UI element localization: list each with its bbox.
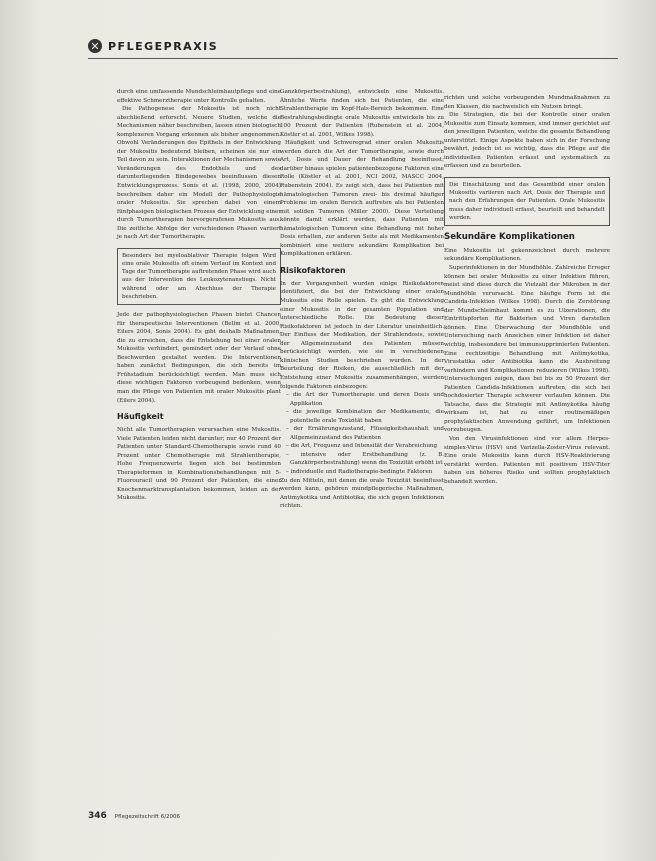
- paragraph: Jede der pathophysiologischen Phasen bietet Chancen für therapeutische Interventionen (Bellm et al. 2000, Eilers 2004, Sonis 2004). Es gibt deshalb Maßnahmen, die zu erreichen, dass die Entstehung bei einer oralen Mukositis verhindert, gemindert oder der Verlauf ohne Beschwerden gestaltet werden. Die Interventionen haben zunächst Bedingungen, die sich bereits im Frühstadium berücksichtigt werden. Man muss sich diese wichtigen Faktoren vorbeugend bedenken, wenn man die Pflege von Patienten mit oraler Mukositis plant (Eilers 2004).: [117, 312, 281, 404]
- paragraph: Superinfektionen in der Mundhöhle. Zahlreiche Erreger können bei oraler Mukositis zu einer Infektion führen, meist sind diese durch die Vielzahl der Mikroben in der Mundhöhle verursacht. Eine häufige Form ist die Candida-Infektion (Wilkes 1998). Durch die Zerstörung der Mundschleimhaut kommt es zu Ulzerationen, die Eintrittspforten für Bakterien und Viren darstellen können. Eine Überwachung der Mundhöhle und Untersuchung nach Anzeichen einer Infektion ist daher wichtig, insbesondere bei immunsupprimierten Patienten. Eine rechtzeitige Behandlung mit Antimykotika, Virustatika oder Antibiotika kann die Ausbreitung verhindern und Komplikationen reduzieren (Wilkes 1998). Untersuchungen zeigen, dass bei bis zu 50 Prozent der Patienten Candida-Infektionen auftreten, die sich bei hochdosierter Therapie schwerer verlaufen können. Die Tatsache, dass die Strategie mit Antimykotika häufig wirksam ist, hat zu einer routinemäßigen prophylaktischen Anwendung geführt, um Infektionen vorzubeugen.: [444, 265, 610, 434]
- list-item: – die jeweilige Kombination der Medikamente, die potentielle orale Toxizität haben: [286, 409, 445, 424]
- paragraph: Die Pathogenese der Mukositis ist noch nicht abschließend erforscht. Neuere Studien, welche die Mechanismen näher beschreiben, lassen einen biologisch komplexeren Vorgang erkennen als bisher angenommen. Obwohl Veränderungen des Epithels in der Entwicklung der Mukositis bedeutend bleiben, scheinen sie nur ein Teil davon zu sein. Interaktionen der Mechanismen sowie Veränderungen des Endothels und des darunterliegenden Bindegewebes beeinflussen diesen Entwicklungsprozess. Sonis et al. (1998, 2000, 2004) beschreiben daher ein Modell der Pathophysiologie oraler Mukositis. Sie sprechen dabei von einem fünfphasigen biologischen Prozess der Entwicklung einer durch Tumortherapien hervorgerufenen Mukositis aus. Die zeitliche Abfolge der verschiedenen Phasen variiert je nach Art der Tumortherapie.: [117, 106, 281, 241]
- list-item: – individuelle und Radiotherapie-bedingte Faktoren: [286, 468, 433, 475]
- column-1: [117, 88, 281, 503]
- section-title: PFLEGEPRAXIS: [108, 39, 219, 53]
- page-footer: [88, 811, 388, 823]
- paragraph: Eine Mukositis ist gekennzeichnet durch mehrere sekundäre Komplikationen.: [444, 247, 610, 263]
- info-box: Die Einschätzung und das Gesamtbild einer oralen Mukositis variieren nach Art, Dosis der Therapie und nach den Erfahrungen der Patienten. Orale Mukositis muss daher individuell erfasst, beurteilt und behandelt werden.: [444, 177, 610, 226]
- paragraph: Die Strategien, die bei der Kontrolle einer oralen Mukositis zum Einsatz kommen, sind immer gerichtet auf den jeweiligen Patienten, welche die gesamte Behandlung unterstützt. Einige Aspekte haben sich in der Forschung bewährt, jedoch ist es wichtig, dass die Pflege auf die individuellen Patienten erfasst und systematisch zu erfassen und zu beurteilen.: [444, 112, 610, 170]
- subheading-risikofaktoren: Risikofaktoren: [280, 265, 346, 275]
- journal-citation: Pflegezeitschrift 6/2006: [114, 814, 181, 820]
- paragraph: Ganzkörperbestrahlung), entwickeln eine Mukositis. Ähnliche Werte finden sich bei Patienten, die eine Strahlentherapie im Kopf-Hals-Bereich bekommen. Eine Bestrahlungsbedingte orale Mukositis entwickeln bis zu 100 Prozent der Patienten (Rubenstein et al. 2004, Köstler et al. 2001, Wilkes 1998).: [280, 89, 444, 138]
- paragraph: Häufigkeit und Schweregrad einer oralen Mukositis werden durch die Art der Tumortherapie, sowie durch Art, Dosis und Dauer der Behandlung beeinflusst; darüber hinaus spielen patientenbezogene Faktoren eine Rolle (Köstler et al. 2001, NCI 2002, MASCC 2004, Rubenstein 2004). Es zeigt sich, dass bei Patienten mit hämatologischen Tumoren zwei- bis dreimal häufiger Probleme im oralen Bereich auftreten als bei Patienten mit soliden Tumoren (Miller 2000). Diese Verteilung könnte damit erklärt werden, dass Patienten mit hämatologischen Tumoren eine Behandlung mit hoher Dosis erhalten, zur anderen Seite als mit Medikamenten kombiniert eine weitere sekundäre Komplikation bei Komplikationen erklären.: [280, 140, 444, 258]
- page-number: 346: [88, 811, 107, 821]
- list-item: – die Art, Frequenz und Intensität der Verabreichung: [286, 443, 438, 450]
- paragraph: Nicht alle Tumortherapien verursachen eine Mukositis. Viele Patienten leiden nicht darunter; nur 40 Prozent der Patienten unter Standard-Chemotherapie sowie rund 40 Prozent unter Chemotherapie mit Strahlentherapie, Hohe Frequenzwerte liegen sich bei bestimmten Therapieformen in Kombinationsbehandlungen mit 5-Fluorouracil und 90 Prozent der Patienten, die einer Knochenmarktransplantation bekommen, leiden an der Mukositis.: [117, 427, 281, 502]
- column-3: [444, 94, 610, 486]
- column-2: [280, 88, 444, 511]
- paragraph: richten und solche vorbeugenden Mundmaßnahmen zu den Klassen, die nachweislich ein Nutzen bringt.: [444, 95, 610, 110]
- subheading-haeufigkeit: Häufigkeit: [117, 412, 164, 422]
- subheading-sekundaere-komplikationen: Sekundäre Komplikationen: [444, 231, 575, 242]
- paragraph: Von den Virusinfektionen sind vor allem Herpes-simplex-Virus (HSV) und Varizella-Zoster-Virus relevant. Eine orale Mukositis kann durch HSV-Reaktivierung verstärkt werden. Patienten mit positivem HSV-Titer haben ein höheres Risiko und sollten prophylaktisch behandelt werden.: [444, 435, 610, 485]
- list-item: – der Ernährungszustand, Flüssigkeitshaushalt und Allgemeinzustand des Patienten: [286, 426, 445, 441]
- paragraph: In der Vergangenheit wurden einige Risikofaktoren identifiziert, die bei der Entwicklung einer oralen Mukositis eine Rolle spielen. Es gibt die Entwicklung einer Mukositis in der gesamten Population und unterschiedliche Rolle. Die Bedeutung dieser Risikofaktoren ist jedoch in der Literatur uneinheitlich. Der Einfluss der Medikation, der Strahlendosis, sowie der Allgemeinzustand des Patienten müssen berücksichtigt werden, wie sie in verschiedenen klinischen Studien beschrieben wurden. In der Beurteilung der Risiken, die ausschließlich mit der Entstehung einer Mukositis zusammenhängen, werden folgende Faktoren einbezogen:: [280, 280, 444, 390]
- risk-factor-list: [280, 391, 444, 476]
- list-item: – intensive oder Erstbehandlung (z. B. Ganzkörperbestrahlung) wenn die Toxizität erhöht ist: [286, 451, 444, 467]
- list-item: – die Art der Tumortherapie und deren Dosis und Applikation: [286, 392, 445, 407]
- header-rule: [88, 58, 618, 59]
- info-box: Besonders bei myeloablativer Therapie folgen Wird eine orale Mukositis oft einem Verlauf im Kontext und Tage der Tumortherapie auftretenden Phase wird auch aus der Intervention des Leukozytenanstiegs. Nicht während oder am Abschluss der Therapie beschrieben.: [117, 248, 281, 305]
- section-header: [88, 36, 608, 56]
- paragraph: Zu den Mitteln, mit denen die orale Toxizität beeinflusst werden kann, gehören mundpflegerische Maßnahmen, Antimykotika und Antibiotika, die sich gegen Infektionen richten.: [280, 477, 444, 510]
- section-cross-icon: ✕: [88, 39, 102, 53]
- paragraph: durch eine umfassende Mundschleimhautpflege und eine effektive Schmerztherapie unter Kontrolle gehalten.: [117, 89, 281, 104]
